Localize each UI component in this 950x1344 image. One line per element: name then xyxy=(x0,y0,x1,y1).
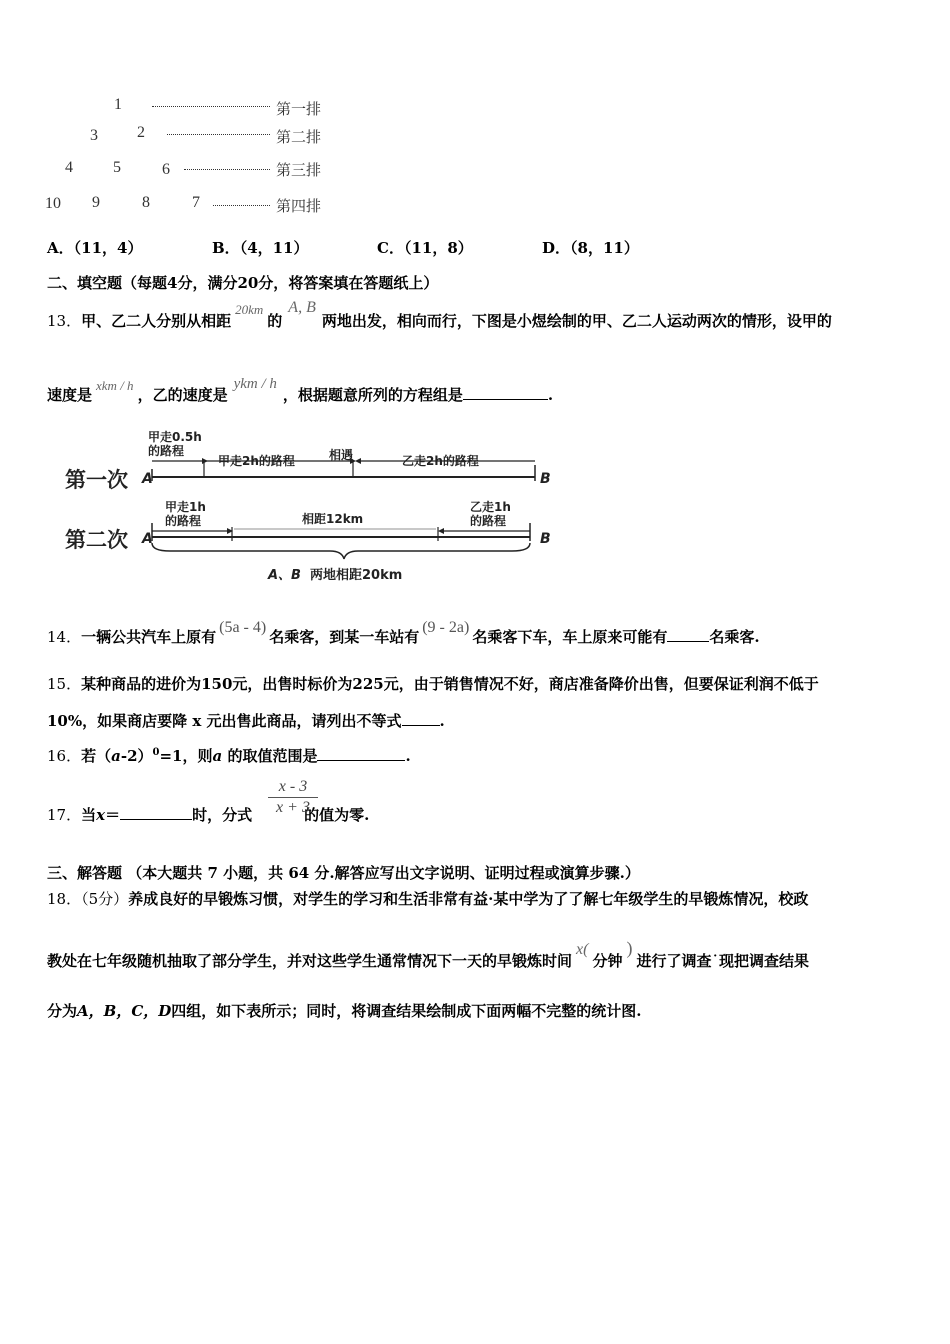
q16-text: . xyxy=(405,747,411,765)
motion-diagram xyxy=(50,425,570,590)
q14-math: (9 - 2a) xyxy=(422,619,470,636)
q13-text: ，根据题意所列的方程组是 xyxy=(282,386,463,404)
seat-number: 10 xyxy=(45,195,61,212)
q13-math: 20km xyxy=(235,302,264,317)
answer-blank[interactable] xyxy=(317,746,405,761)
answer-blank[interactable] xyxy=(402,711,440,726)
label-jia-half-1: 甲走0.5h xyxy=(148,430,202,444)
label-meet: 相遇 xyxy=(329,448,354,462)
question-number: 15． xyxy=(47,675,82,693)
dotted-line xyxy=(152,106,270,107)
row-label: 第四排 xyxy=(276,197,322,215)
q18-text: 四组，如下表所示；同时，将调查结果绘制成下面两幅不完整的统计图. xyxy=(171,1002,642,1020)
q18-line2 xyxy=(47,938,809,971)
q15-text: 某种商品的进价为150元，出售时标价为225元，由于销售情况不好，商店准备降价出售，但要保证利润不低于 xyxy=(81,675,819,693)
point-a-label: A xyxy=(142,471,153,487)
q18-math: ) xyxy=(626,938,633,958)
arrow-head xyxy=(438,528,444,534)
q13-line2 xyxy=(47,376,554,405)
q17-text: ＝ xyxy=(105,806,121,824)
q14-line xyxy=(47,619,760,647)
question-number: 14． xyxy=(47,628,82,646)
label-yi-1h-2: 的路程 xyxy=(470,514,507,528)
q15-text: 10%，如果商店要降 x 元出售此商品，请列出不等式 xyxy=(47,712,402,730)
question-number: 16． xyxy=(47,747,82,765)
seat-number: 1 xyxy=(114,96,122,113)
option-letter: C． xyxy=(377,239,404,257)
q16-var: a xyxy=(212,747,223,765)
q17-line xyxy=(47,804,369,825)
q16-text: -2） xyxy=(120,747,153,765)
fraction-bar xyxy=(268,797,318,798)
dotted-line xyxy=(213,205,270,206)
q15-line2 xyxy=(47,710,445,731)
distance-label: 两地相距20km xyxy=(310,568,403,583)
fraction xyxy=(268,778,318,817)
q17-text: 的值为零. xyxy=(304,806,370,824)
option-a xyxy=(47,237,142,258)
option-text: （8，11） xyxy=(570,239,639,257)
q18-text: 进行了调查˙现把调查结果 xyxy=(636,952,809,970)
q13-math: xkm / h xyxy=(96,378,134,393)
q16-var: a xyxy=(111,747,121,765)
q14-math: (5a - 4) xyxy=(219,619,267,636)
q18-score: （5分） xyxy=(81,890,129,908)
option-b xyxy=(212,237,309,258)
q13-text: 的 xyxy=(267,312,283,330)
point-b-label: B xyxy=(540,531,551,547)
dotted-line xyxy=(167,134,270,135)
q13-text: 甲、乙二人分别从相距 xyxy=(81,312,232,330)
label-jia-1h-2: 的路程 xyxy=(165,514,202,528)
label-yi-1h-1: 乙走1h xyxy=(470,500,511,514)
seat-number: 4 xyxy=(65,159,73,176)
q13-text: ，乙的速度是 xyxy=(137,386,228,404)
question-number: 13． xyxy=(47,312,82,330)
q18-groups: A，B，C，D xyxy=(77,1002,172,1020)
option-c xyxy=(377,237,473,258)
seat-number: 9 xyxy=(92,194,100,211)
q18-text: 养成良好的早锻炼习惯，对学生的学习和生活非常有益·某中学为了了解七年级学生的早锻炼情况，校政 xyxy=(128,890,809,908)
option-letter: A． xyxy=(47,239,74,257)
label-jia-half-2: 的路程 xyxy=(148,444,185,458)
distance-ab-label: A、B xyxy=(268,568,301,583)
option-text: （11，4） xyxy=(73,239,143,257)
q16-line xyxy=(47,745,411,766)
q18-line1 xyxy=(47,888,808,909)
first-label: 第一次 xyxy=(65,468,128,492)
seat-number: 7 xyxy=(192,194,200,211)
q18-math: x( xyxy=(576,941,589,958)
label-yi-2h: 乙走2h的路程 xyxy=(402,454,479,468)
q13-text: 两地出发，相向而行，下图是小煜绘制的甲、乙二人运动两次的情形，设甲的 xyxy=(321,312,832,330)
q17-var: x xyxy=(96,806,106,824)
q14-text: 一辆公共汽车上原有 xyxy=(81,628,217,646)
point-b-label: B xyxy=(540,471,551,487)
dotted-line xyxy=(184,169,270,170)
seat-number: 6 xyxy=(162,161,170,178)
answer-blank[interactable] xyxy=(120,805,192,820)
option-text: （4，11） xyxy=(239,239,309,257)
q17-text: 当 xyxy=(81,806,97,824)
option-letter: B． xyxy=(212,239,240,257)
q13-text: . xyxy=(547,386,554,404)
q18-line3 xyxy=(47,1000,642,1021)
q18-text: 教处在七年级随机抽取了部分学生，并对这些学生通常情况下一天的早锻炼时间 xyxy=(47,952,573,970)
label-jia-1h-1: 甲走1h xyxy=(165,500,206,514)
second-label: 第二次 xyxy=(65,528,128,552)
distance-brace xyxy=(152,543,530,559)
q16-exponent: 0 xyxy=(152,747,160,758)
question-number: 18． xyxy=(47,890,82,908)
row-label: 第三排 xyxy=(276,161,322,179)
fraction-denominator: x + 3 xyxy=(276,799,310,816)
q16-text: 若（ xyxy=(81,747,112,765)
q13-math: ykm / h xyxy=(233,376,277,392)
option-d xyxy=(542,237,639,258)
option-text: （11，8） xyxy=(403,239,473,257)
option-letter: D． xyxy=(542,239,571,257)
q14-text: 名乘客下车，车上原来可能有 xyxy=(472,628,668,646)
q18-text: 分钟 xyxy=(592,952,623,970)
q15-text: . xyxy=(439,712,445,730)
q17-text: 时，分式 xyxy=(192,806,253,824)
section3-title: 三、解答题 （本大题共 7 小题，共 64 分.解答应写出文字说明、证明过程或演算步骤.） xyxy=(47,864,640,882)
q13-math: A, B xyxy=(288,299,316,316)
q14-text: 名乘客，到某一车站有 xyxy=(269,628,420,646)
q15-line1 xyxy=(47,673,819,694)
section2-title: 二、填空题（每题4分，满分20分，将答案填在答题纸上） xyxy=(47,274,439,292)
answer-blank[interactable] xyxy=(667,627,709,642)
seat-number: 5 xyxy=(113,159,121,176)
q16-text: 的取值范围是 xyxy=(222,747,318,765)
row-label: 第一排 xyxy=(276,100,322,118)
row-label: 第二排 xyxy=(276,128,322,146)
label-gap-12km: 相距12km xyxy=(302,512,364,526)
q13-text: 速度是 xyxy=(47,386,93,404)
answer-blank[interactable] xyxy=(463,385,548,400)
point-a-label: A xyxy=(142,531,153,547)
question-number: 17． xyxy=(47,806,82,824)
label-jia-2h: 甲走2h的路程 xyxy=(218,454,295,468)
seat-number: 2 xyxy=(137,124,145,141)
q14-text: 名乘客. xyxy=(709,628,760,646)
q13-line1 xyxy=(47,299,832,331)
seat-number: 3 xyxy=(90,127,98,144)
seat-number: 8 xyxy=(142,194,150,211)
q16-text: =1，则 xyxy=(159,747,213,765)
q18-text: 分为 xyxy=(47,1002,78,1020)
fraction-numerator: x - 3 xyxy=(278,778,308,795)
arrow-head xyxy=(355,458,361,464)
